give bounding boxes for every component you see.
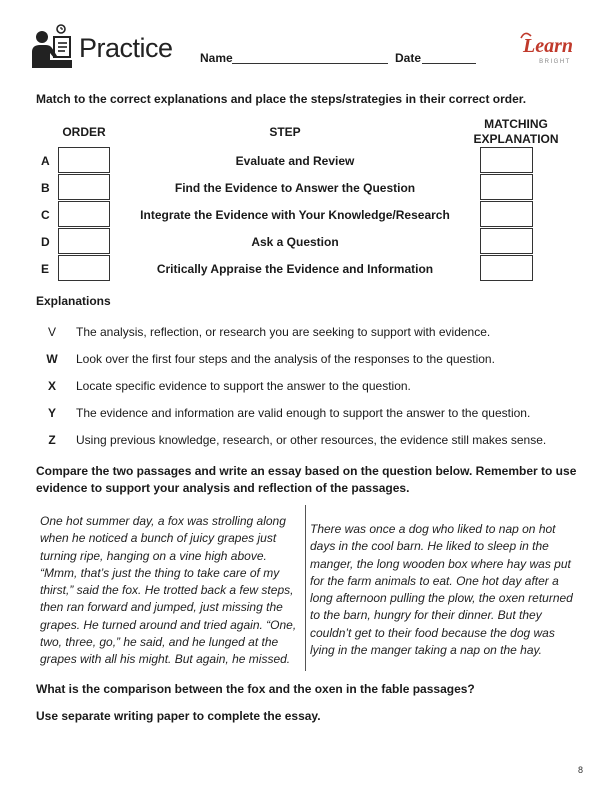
table-row: [0, 201, 612, 228]
explanation-text: Using previous knowledge, research, or other resources, the evidence still makes sense.: [76, 433, 547, 447]
step-text: Find the Evidence to Answer the Question: [174, 181, 416, 195]
explanations-title: Explanations: [36, 294, 111, 308]
table-row: [0, 255, 612, 282]
page-title: Practice: [79, 33, 173, 63]
explanation-text: Locate specific evidence to support the answer to the question.: [76, 379, 411, 393]
row-letter: A: [41, 154, 50, 168]
explanation-code: V: [47, 325, 56, 339]
step-text: Critically Appraise the Evidence and Information: [156, 262, 434, 276]
explanation-code: Z: [48, 433, 56, 447]
list-item: [0, 325, 612, 345]
matching-answer-box[interactable]: [480, 255, 533, 281]
row-letter: E: [41, 262, 50, 276]
passage-dog: There was once a dog who liked to nap on hot days in the cool barn. He liked to sleep in the manger, the long wooden box where hay was put for the farm animals to eat. One hot day after a long afternoon pulling the plow, the oxen returned to the barn, hungry for their dinner. But they couldn’t get to their food because the dog was lying in the manger taking a nap on the hay.: [310, 522, 573, 658]
step-column-header: STEP: [269, 125, 301, 139]
matching-answer-box[interactable]: [480, 228, 533, 254]
step-text: Ask a Question: [251, 235, 339, 249]
name-field-line[interactable]: [232, 63, 388, 64]
passage-divider: [305, 505, 306, 671]
step-text: Evaluate and Review: [235, 154, 355, 168]
explanation-code: X: [47, 379, 56, 393]
order-answer-box[interactable]: [58, 228, 110, 254]
explanation-text: Look over the first four steps and the analysis of the responses to the question.: [76, 352, 495, 366]
essay-question: What is the comparison between the fox and the oxen in the fable passages?: [36, 682, 475, 696]
explanation-code: W: [46, 352, 58, 366]
row-letter: C: [41, 208, 50, 222]
explanation-text: The analysis, reflection, or research you are seeking to support with evidence.: [76, 325, 491, 339]
list-item: [0, 352, 612, 372]
order-answer-box[interactable]: [58, 255, 110, 281]
order-column-header: ORDER: [62, 125, 106, 139]
order-answer-box[interactable]: [58, 201, 110, 227]
name-label: Name: [200, 51, 233, 65]
explanation-text: The evidence and information are valid enough to support the answer to the question.: [76, 406, 531, 420]
matching-answer-box[interactable]: [480, 174, 533, 200]
date-label: Date: [395, 51, 422, 65]
learn-bright-logo: [517, 28, 579, 68]
essay-instructions: Compare the two passages and write an essay based on the question below. Remember to use evidence to support your analysis and reflection of the passages.: [36, 464, 577, 495]
list-item: [0, 433, 612, 453]
step-text: Integrate the Evidence with Your Knowledge/Research: [140, 208, 450, 222]
matching-instructions: Match to the correct explanations and place the steps/strategies in their correct order.: [36, 92, 527, 106]
list-item: [0, 379, 612, 399]
essay-note: Use separate writing paper to complete the essay.: [36, 709, 321, 723]
explanation-code: Y: [47, 406, 56, 420]
logo-subtext: BRIGHT: [539, 59, 571, 65]
order-answer-box[interactable]: [58, 174, 110, 200]
passage-fox: One hot summer day, a fox was strolling along when he noticed a bunch of juicy grapes just turning ripe, hanging on a vine high above. “Mmm, that’s just the thing to take care of my thirst,” said the fox. He trotted back a few steps, then ran forward and jumped, just missing the grapes. He turned around and tried again. “One, two, three, go,” he said, and he lunged at the grapes with all his might. But again, he missed.: [40, 514, 297, 667]
matching-answer-box[interactable]: [480, 201, 533, 227]
order-answer-box[interactable]: [58, 147, 110, 173]
row-letter: D: [41, 235, 50, 249]
logo-text: Learn: [523, 35, 573, 57]
table-row: [0, 147, 612, 174]
student-presentation-icon: [30, 24, 74, 70]
table-row: [0, 228, 612, 255]
page-number: 8: [578, 765, 584, 775]
date-field-line[interactable]: [422, 63, 476, 64]
matching-explanation-column-header: MATCHING EXPLANATION: [473, 117, 559, 146]
list-item: [0, 406, 612, 426]
table-row: [0, 174, 612, 201]
row-letter: B: [41, 181, 50, 195]
matching-answer-box[interactable]: [480, 147, 533, 173]
